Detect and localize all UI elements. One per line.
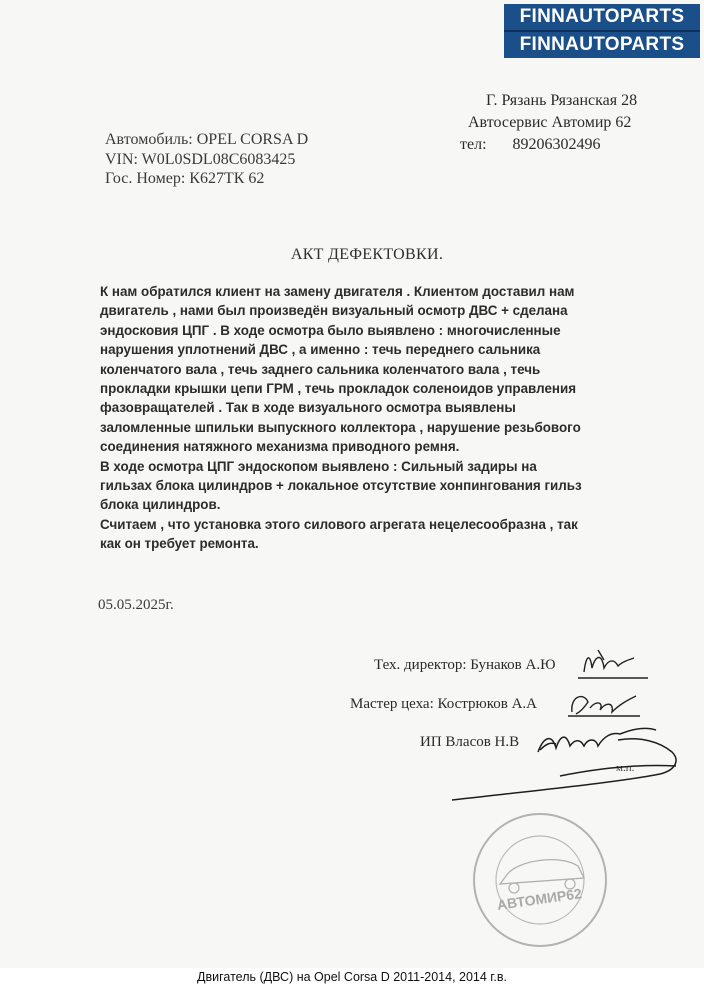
- phone-number: 89206302496: [512, 136, 601, 153]
- vehicle-vin: VIN: W0L0SDL08C6083425: [105, 150, 296, 168]
- body-line: соединения натяжного механизма приводного ремня.: [100, 439, 460, 455]
- body-line: двигатель , нами был произведён визуальный осмотр ДВС + сделана: [100, 303, 568, 319]
- watermark-line-2: FINNAUTOPARTS: [504, 30, 700, 58]
- body-line: эндосковия ЦПГ . В ходе осмотра было выявлено : многочисленные: [100, 322, 561, 338]
- document-date: 05.05.2025г.: [98, 597, 174, 613]
- body-line: нарушения уплотнений ДВС , а именно : течь переднего сальника: [100, 342, 541, 358]
- body-line: заломленные шпильки выпускного коллектора , нарушение резьбового: [100, 419, 581, 435]
- signature-workshop-master: Мастер цеха: Кострюков А.А: [350, 696, 537, 712]
- body-line: гильзах блока цилиндров + локальное отсутствие хонпингования гильз: [100, 478, 582, 494]
- body-line: прокладки крышки цепи ГРМ , течь прокладок соленоидов управления: [100, 381, 577, 397]
- handwritten-signature-1: [578, 650, 648, 678]
- signature-tech-director: Тех. директор: Бунаков А.Ю: [374, 657, 556, 673]
- body-line: как он требует ремонта.: [100, 536, 259, 552]
- document-title-text: АКТ ДЕФЕКТОВКИ.: [290, 246, 444, 263]
- body-line: фазовращателей . Так в ходе визуального осмотра выявлены: [100, 400, 516, 416]
- body-line: Считаем , что установка этого силового агрегата нецелесообразна , так: [100, 516, 578, 532]
- vehicle-model: Автомобиль: OPEL CORSA D: [105, 131, 309, 148]
- body-line: К нам обратился клиент на замену двигателя . Клиентом доставил нам: [100, 284, 575, 299]
- body-line: блока цилиндров.: [100, 497, 221, 513]
- address-service-name: Автосервис Автомир 62: [468, 114, 632, 131]
- watermark-line-1: FINNAUTOPARTS: [519, 6, 685, 27]
- body-line: В ходе осмотра ЦПГ эндоскопом выявлено : Сильный задиры на: [100, 458, 537, 474]
- stamp-place-label: м.п.: [616, 762, 635, 774]
- page-caption: Двигатель (ДВС) на Opel Corsa D 2011-2014, 2014 г.в.: [197, 970, 507, 984]
- vehicle-plate: Гос. Номер: К627ТК 62: [105, 170, 265, 187]
- round-stamp: [474, 814, 606, 946]
- stamp-text: АВТОМИР62: [495, 885, 583, 913]
- handwritten-signature-3: [452, 728, 676, 800]
- address-city: Г. Рязань Рязанская 28: [486, 92, 638, 109]
- signature-ip: ИП Власов Н.В: [420, 734, 520, 750]
- phone-label: тел:: [460, 136, 487, 153]
- body-line: коленчатого вала , течь заднего сальника коленчатого вала , течь: [100, 361, 541, 377]
- handwritten-signature-2: [568, 696, 640, 716]
